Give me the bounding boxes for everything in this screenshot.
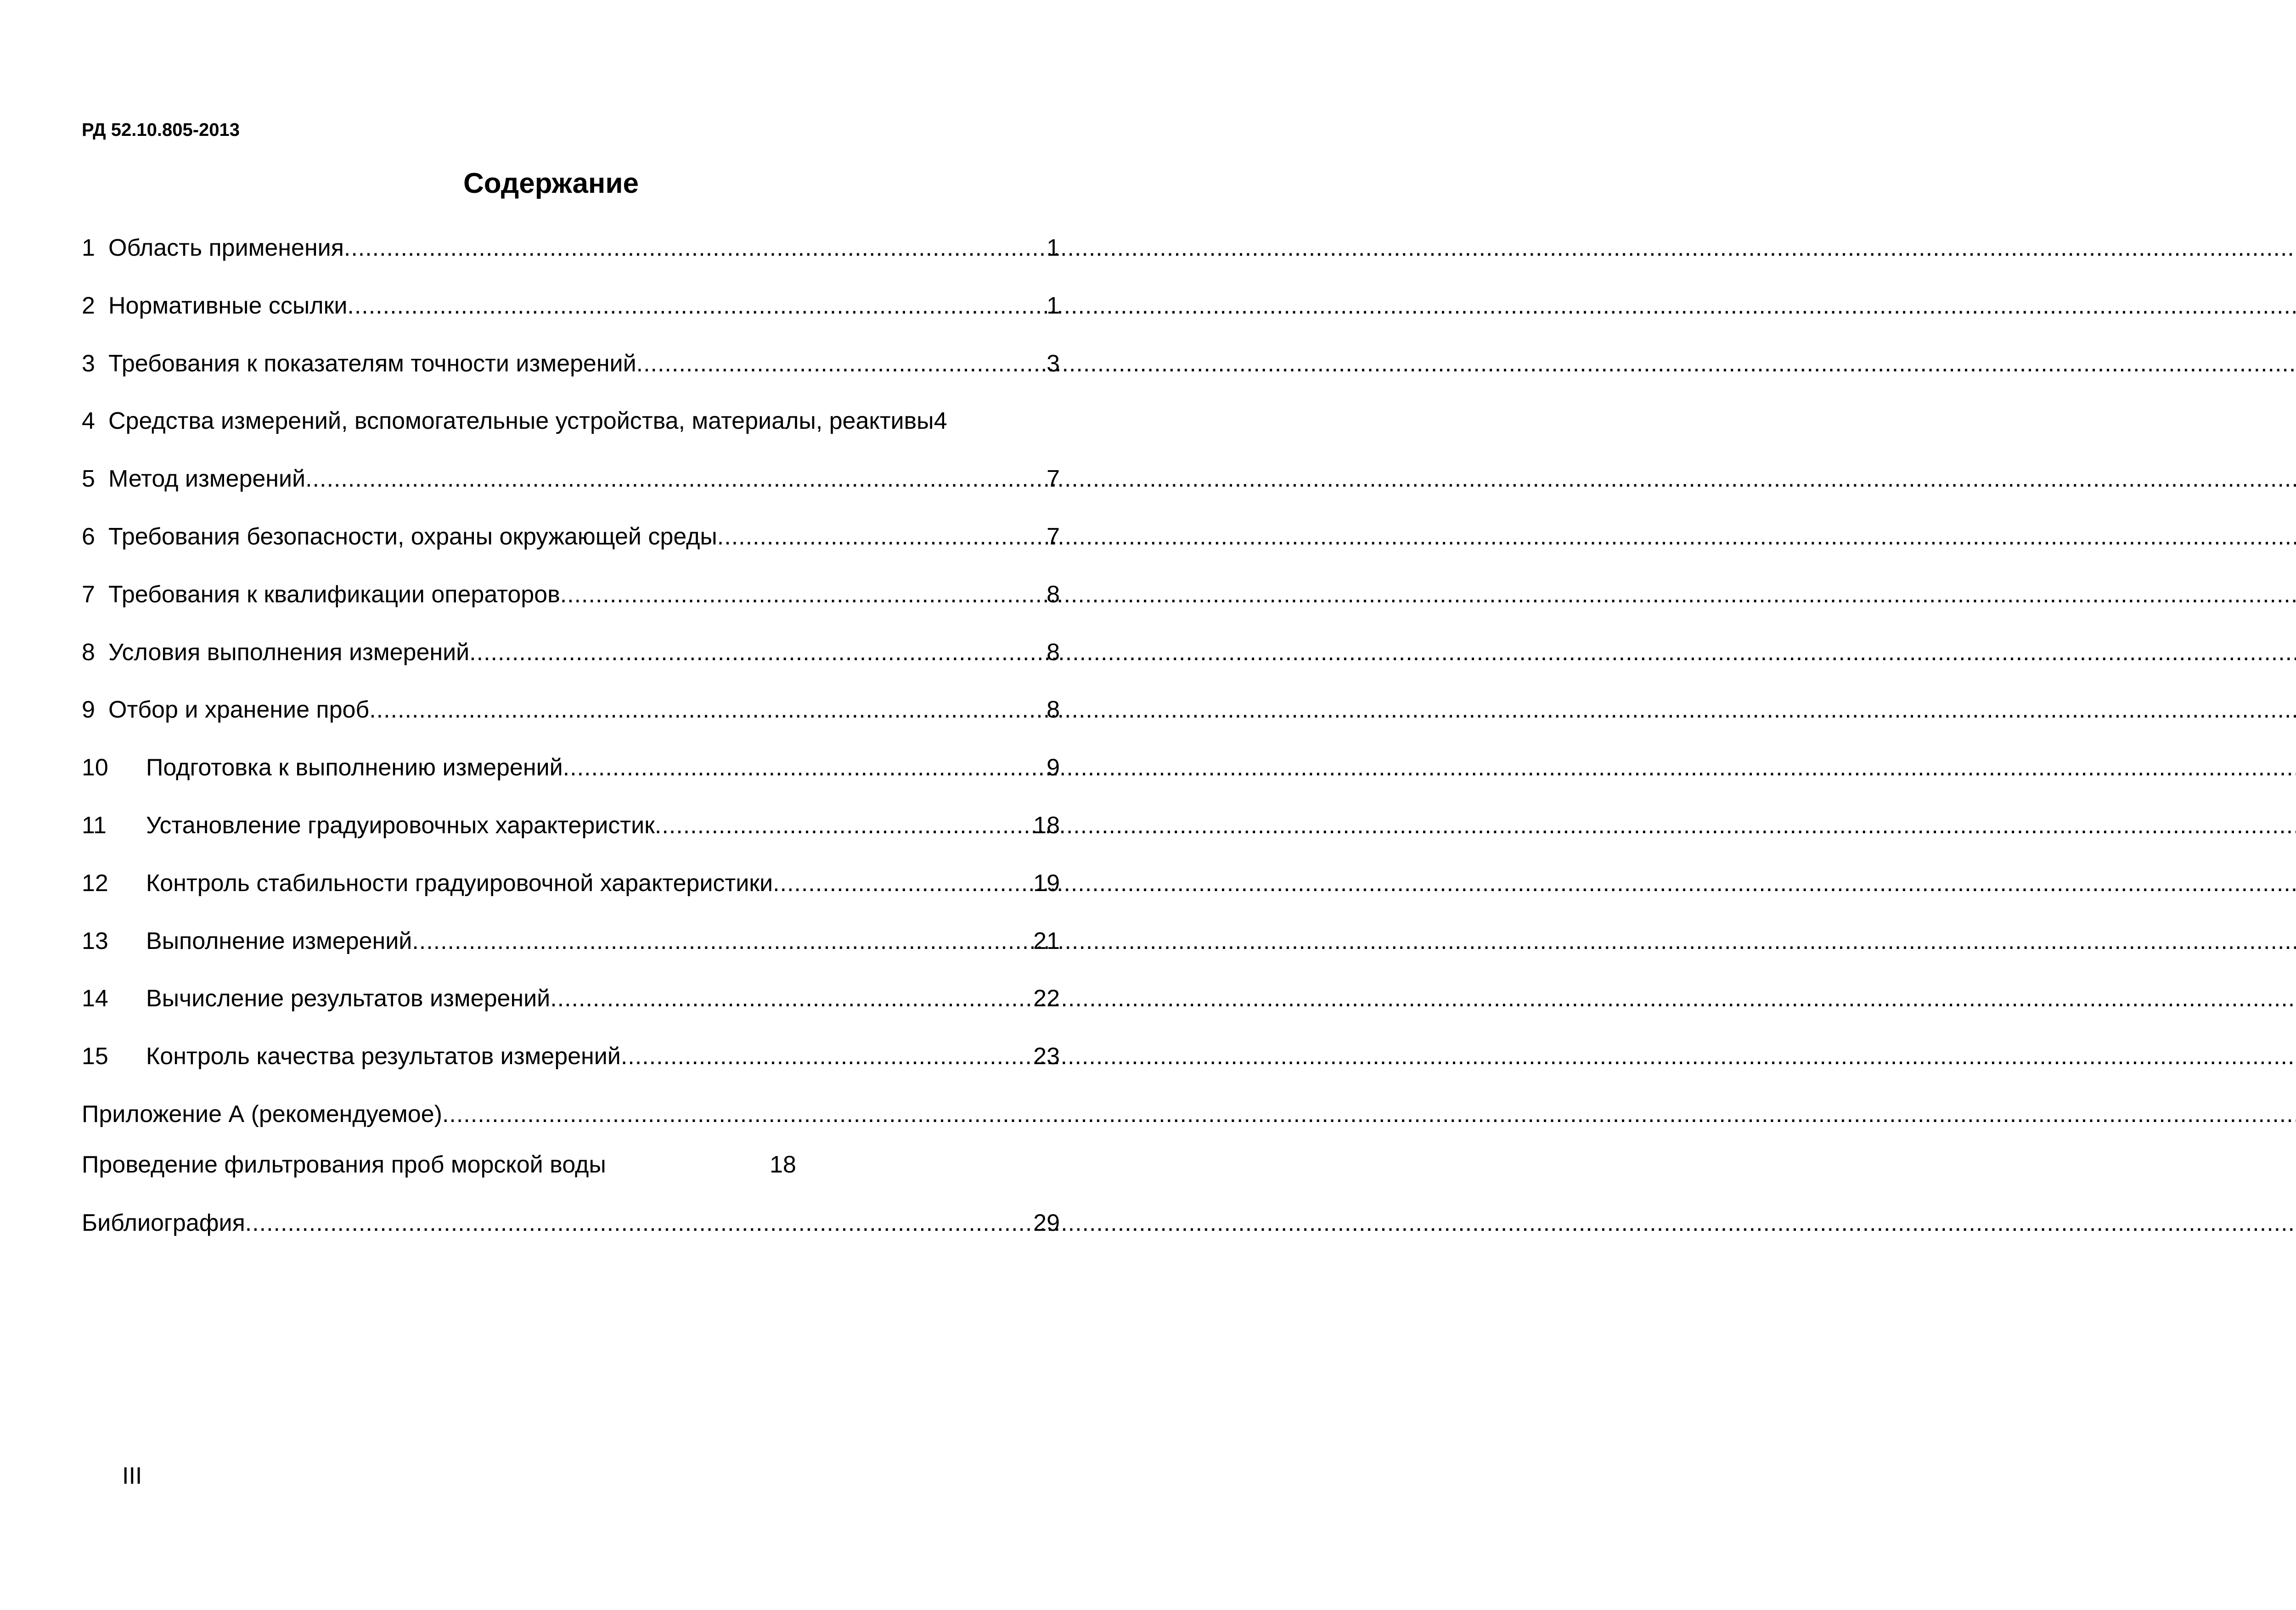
toc-leader-dots [369,691,1047,728]
toc-entry-page: 1 [1047,235,1060,261]
toc-entry-number: 1 [82,235,95,261]
toc-leader-dots [560,576,1047,613]
toc-entry-1[interactable] [82,230,1060,287]
toc-entry-7[interactable] [82,576,1060,634]
page-number: III [122,1463,142,1489]
toc-entry-number: 11 [82,812,107,839]
toc-entry-page: 7 [1047,523,1060,550]
toc-entry-6[interactable] [82,518,1060,576]
toc-entry-number: 14 [82,985,108,1012]
toc-entry-4[interactable] [82,403,1060,460]
toc-entry-number: 9 [82,696,95,724]
toc-entry-appendix-a[interactable] [82,1096,1060,1146]
toc-appendix-page: 18 [770,1151,796,1178]
toc-entry-12[interactable] [82,865,1060,923]
toc-entry-15[interactable] [82,1038,1060,1096]
toc-entry-text: Требования безопасности, охраны окружающей среды [108,523,717,550]
toc-entry-text: Контроль качества результатов измерений [146,1043,621,1070]
toc-leader-dots [550,980,1033,1017]
toc-entry-appendix-caption[interactable] [82,1146,1060,1205]
toc-entry-page: 21 [1033,927,1060,954]
toc-entry-number: 10 [82,754,108,781]
table-of-contents [82,230,1060,1262]
toc-entry-page: 4 [934,408,947,435]
toc-entry-13[interactable] [82,923,1060,981]
toc-entry-number: 12 [82,870,108,897]
toc-entry-number: 5 [82,466,95,493]
toc-entry-page: 8 [1047,696,1060,724]
toc-leader-dots [655,807,1033,844]
document-code: РД 52.10.805-2013 [82,120,240,140]
toc-bibliography-page: 29 [1033,1209,1060,1236]
toc-appendix-title: Приложение А (рекомендуемое) [82,1100,442,1128]
toc-entry-page: 18 [1033,812,1060,839]
toc-entry-number: 2 [82,292,95,319]
toc-entry-text: Отбор и хранение проб [108,696,370,724]
toc-entry-page: 7 [1047,466,1060,493]
toc-entry-number: 13 [82,927,108,954]
toc-leader-dots [717,518,1047,555]
toc-appendix-caption: Проведение фильтрования проб морской воды [82,1151,606,1178]
toc-entry-page: 23 [1033,1043,1060,1070]
toc-entry-3[interactable] [82,345,1060,403]
toc-entry-11[interactable] [82,807,1060,865]
toc-entry-text: Контроль стабильности градуировочной характеристики [146,870,773,897]
toc-entry-text: Требования к квалификации операторов [108,581,560,608]
toc-leader-dots [621,1038,1033,1075]
toc-entry-number: 8 [82,639,95,666]
toc-leader-dots [245,1205,1033,1241]
toc-leader-dots [305,460,1047,497]
toc-leader-dots [469,634,1047,671]
toc-entry-text: Вычисление результатов измерений [146,985,551,1012]
toc-entry-page: 1 [1047,292,1060,319]
toc-entry-page: 8 [1047,581,1060,608]
toc-entry-8[interactable] [82,634,1060,692]
toc-leader-dots [563,749,1047,786]
toc-entry-2[interactable] [82,287,1060,345]
toc-entry-14[interactable] [82,980,1060,1038]
toc-entry-number: 6 [82,523,95,550]
toc-bibliography-text: Библиография [82,1209,245,1236]
toc-entry-bibliography[interactable] [82,1205,1060,1262]
toc-entry-page: 9 [1047,754,1060,781]
toc-entry-5[interactable] [82,460,1060,518]
toc-entry-text: Средства измерений, вспомогательные устройства, материалы, реактивы [108,408,934,435]
toc-title: Содержание [463,168,639,199]
toc-entry-9[interactable] [82,691,1060,749]
toc-leader-dots [442,1096,1060,1133]
toc-entry-text: Установление градуировочных характеристик [146,812,655,839]
toc-entry-text: Нормативные ссылки [108,292,348,319]
toc-entry-10[interactable] [82,749,1060,807]
toc-entry-text: Метод измерений [108,466,306,493]
toc-entry-number: 15 [82,1043,108,1070]
toc-entry-number: 4 [82,408,95,435]
toc-entry-page: 8 [1047,639,1060,666]
toc-entry-number: 3 [82,350,95,377]
toc-entry-page: 22 [1033,985,1060,1012]
toc-entry-page: 3 [1047,350,1060,377]
toc-entry-text: Условия выполнения измерений [108,639,470,666]
toc-entry-number: 7 [82,581,95,608]
toc-entry-text: Выполнение измерений [146,927,412,954]
toc-entry-page: 19 [1033,870,1060,897]
toc-leader-dots [347,287,1047,324]
toc-entry-text: Подготовка к выполнению измерений [146,754,563,781]
toc-leader-dots [344,230,1047,266]
toc-leader-dots [636,345,1047,382]
toc-entry-text: Область применения [108,235,344,261]
toc-leader-dots [773,865,1033,902]
toc-leader-dots [412,923,1033,959]
toc-entry-text: Требования к показателям точности измерений [108,350,636,377]
